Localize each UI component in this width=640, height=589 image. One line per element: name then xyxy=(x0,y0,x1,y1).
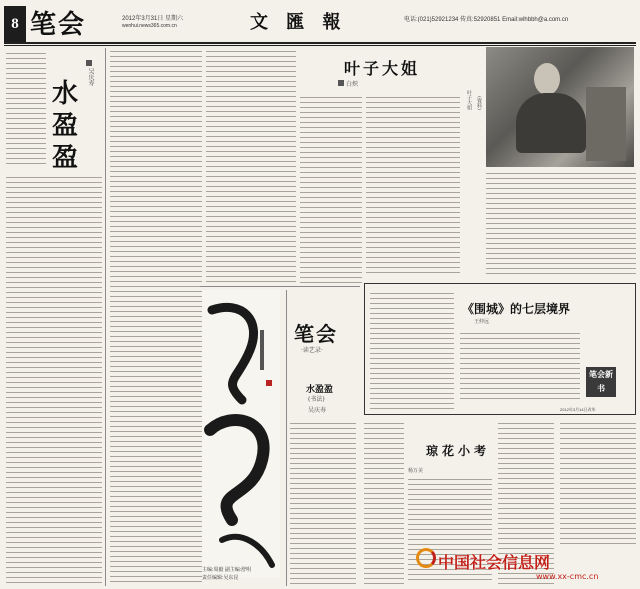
article-text-block xyxy=(460,330,580,402)
article-text-block xyxy=(110,48,202,584)
section-brand: 笔会 xyxy=(30,10,87,40)
issue-date: 2012年3月31日 星期六 xyxy=(122,16,184,22)
qionghua-author: 杨万美 xyxy=(408,468,424,474)
column-brand: 笔会 xyxy=(294,322,338,346)
column-label: ·读艺录· xyxy=(301,347,323,354)
article-text-block xyxy=(290,420,356,584)
boxed-author: 王仲远 xyxy=(474,319,490,325)
column-author: 吴庆寿 xyxy=(308,407,327,414)
qionghua-title: 琼花小考 xyxy=(426,444,491,458)
calligraphy-image xyxy=(202,290,280,578)
watermark-logo-icon xyxy=(416,548,436,568)
website-link[interactable]: wenhui.news365.com.cn xyxy=(122,23,177,29)
watermark-url: www.xx-cmc.cn xyxy=(536,572,599,581)
article-text-block xyxy=(6,174,102,584)
boxed-date: 2012年3月14日改毕 xyxy=(560,407,596,412)
article-text-block xyxy=(300,94,362,286)
feature-author: 白炽 xyxy=(346,81,359,88)
section-divider xyxy=(200,286,360,287)
credit-line: 主编:周毅 副主编:舒明 xyxy=(202,567,252,573)
masthead-rule xyxy=(4,42,636,44)
author-marker xyxy=(86,60,92,66)
main-article-author: 吴庆寿 xyxy=(87,68,94,86)
credit-line: 责任编辑:吴东昆 xyxy=(202,575,239,581)
photo-caption: 叶子大姐 xyxy=(466,90,472,110)
contact-info: 电话:(021)52921234 传真:52920851 Email:wlhbbh@a.com.cn xyxy=(404,17,569,23)
paper-name: 文 匯 報 xyxy=(250,12,347,33)
column-subtitle: (书法) xyxy=(308,396,325,403)
watermark-text: 中国社会信息网 xyxy=(438,553,551,572)
column-divider xyxy=(286,290,287,586)
article-text-block xyxy=(370,290,454,410)
page-number: 8 xyxy=(4,6,26,42)
seal-stamp: 笔会新书 xyxy=(586,367,616,397)
article-text-block xyxy=(364,420,404,584)
article-text-block xyxy=(560,420,636,548)
article-text-block xyxy=(206,48,296,286)
column-divider xyxy=(105,48,106,586)
author-marker xyxy=(338,80,344,86)
feature-title: 叶子大姐 xyxy=(344,59,421,78)
main-article-title: 水盈盈 xyxy=(52,79,79,173)
column-title: 水盈盈 xyxy=(306,385,334,395)
article-text-block xyxy=(486,170,636,278)
article-text-block xyxy=(6,50,46,168)
photo-caption-note: (資料) xyxy=(476,96,482,110)
article-text-block xyxy=(366,94,460,276)
boxed-title: 《围城》的七层境界 xyxy=(462,302,571,316)
portrait-photo xyxy=(486,47,634,167)
masthead-rule-thin xyxy=(4,45,636,46)
